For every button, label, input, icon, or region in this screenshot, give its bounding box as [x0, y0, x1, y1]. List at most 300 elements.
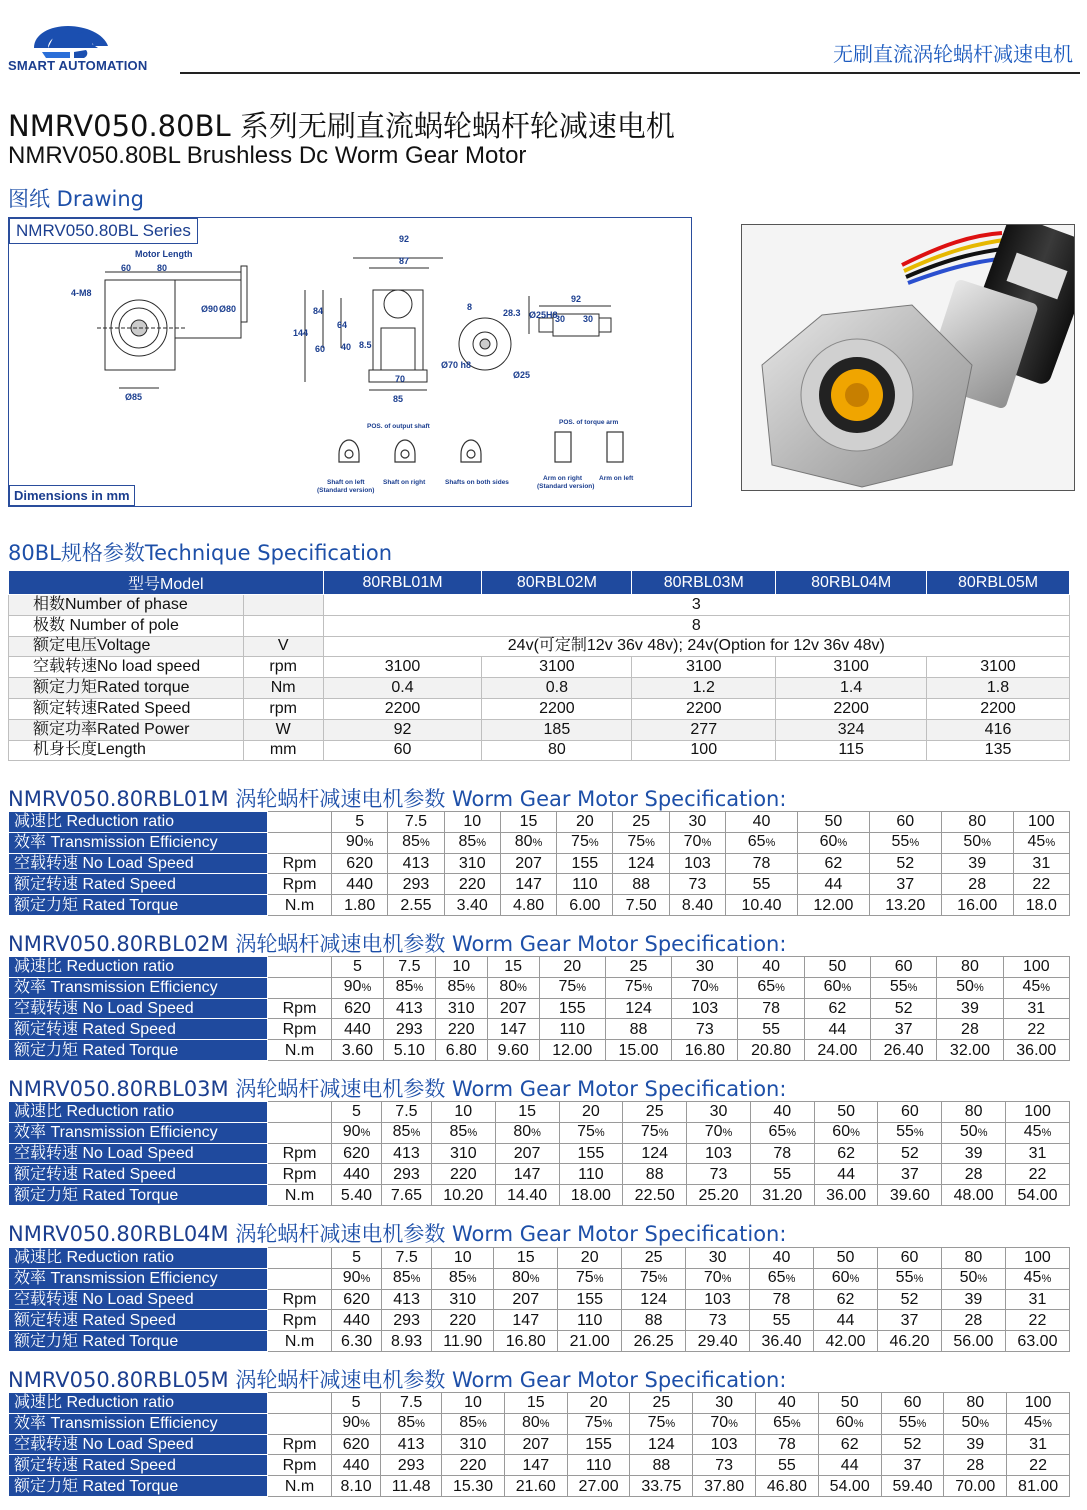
- percent-sign: %: [790, 1418, 801, 1431]
- motor-row-unit: [268, 1413, 332, 1434]
- motor-cell: 8.93: [382, 1331, 432, 1352]
- tech-row-value: 92: [323, 719, 482, 740]
- motor-cell: 413: [381, 1434, 442, 1455]
- motor-spec-row: [9, 977, 1070, 998]
- motor-cell: [1013, 832, 1069, 853]
- motor-row-label: 效率 Transmission Efficiency: [9, 832, 268, 853]
- motor-cell: 18.00: [559, 1185, 623, 1206]
- efficiency-value: 50: [963, 833, 982, 851]
- efficiency-value: 60: [832, 1123, 851, 1141]
- motor-spec-row: [9, 998, 1070, 1019]
- motor-cell: 31: [1007, 1434, 1070, 1455]
- motor-cell: 413: [388, 853, 444, 874]
- efficiency-value: 60: [823, 978, 842, 996]
- percent-sign: %: [849, 1273, 860, 1286]
- motor-cell: 30: [687, 1102, 751, 1123]
- motor-cell: 15: [495, 1102, 559, 1123]
- efficiency-value: 55: [896, 1123, 914, 1141]
- motor-row-unit: Rpm: [268, 874, 332, 895]
- motor-cell: 20: [557, 812, 613, 833]
- tech-row-value: 0.4: [323, 678, 482, 699]
- efficiency-value: 70: [683, 833, 702, 851]
- shaft-left-label: Shaft on left: [327, 479, 365, 486]
- percent-sign: %: [465, 982, 476, 995]
- percent-sign: %: [721, 1273, 732, 1286]
- dim-64: 64: [337, 320, 348, 330]
- motor-cell: 62: [804, 998, 870, 1019]
- efficiency-value: 80: [513, 1123, 532, 1141]
- efficiency-value: 60: [819, 833, 838, 851]
- motor-cell: 2.55: [388, 895, 444, 916]
- motor-cell: 207: [494, 1289, 558, 1310]
- motor-cell: 110: [558, 1310, 622, 1331]
- motor-spec-row: [9, 1393, 1070, 1414]
- efficiency-value: 45: [1022, 978, 1041, 996]
- efficiency-value: 55: [891, 833, 910, 851]
- percent-sign: %: [728, 1418, 738, 1431]
- motor-cell: 22: [1013, 874, 1069, 895]
- motor-cell: [669, 832, 725, 853]
- motor-cell: 110: [539, 1019, 605, 1040]
- efficiency-value: 75: [627, 833, 646, 851]
- efficiency-value: 65: [767, 1269, 786, 1287]
- motor-cell: 10.20: [431, 1185, 495, 1206]
- motor-cell: 22: [1006, 1164, 1070, 1185]
- efficiency-value: 50: [959, 1269, 978, 1287]
- motor-cell: [814, 1122, 878, 1143]
- motor-cell: 50: [818, 1393, 881, 1414]
- motor-cell: [877, 1268, 941, 1289]
- percent-sign: %: [531, 1127, 541, 1140]
- motor-spec-subtitle: 涡轮蜗杆减速电机参数 Worm Gear Motor Specification:: [235, 1368, 787, 1392]
- model-col-2: 80RBL02M: [482, 571, 632, 595]
- motor-cell: [605, 977, 671, 998]
- efficiency-value: 75: [639, 1269, 658, 1287]
- motor-cell: 60: [869, 812, 941, 833]
- motor-cell: 103: [669, 853, 725, 874]
- motor-cell: 10: [444, 812, 500, 833]
- motor-cell: 207: [500, 853, 556, 874]
- motor-cell: 100: [1007, 1393, 1070, 1414]
- percent-sign: %: [701, 837, 712, 850]
- motor-cell: 40: [726, 812, 798, 833]
- motor-cell: 40: [750, 1248, 814, 1269]
- motor-part-number: NMRV050.80RBL04M: [8, 1222, 229, 1246]
- motor-cell: 155: [559, 1143, 623, 1164]
- motor-cell: 55: [756, 1455, 819, 1476]
- percent-sign: %: [837, 837, 848, 850]
- motor-cell: 5.10: [383, 1040, 435, 1061]
- motor-cell: [738, 977, 804, 998]
- motor-cell: 20: [539, 957, 605, 978]
- motor-cell: [442, 1413, 505, 1434]
- percent-sign: %: [1042, 1418, 1052, 1431]
- dim-4m8: 4-M8: [71, 288, 92, 298]
- efficiency-value: 80: [514, 833, 533, 851]
- motor-cell: 28: [941, 874, 1013, 895]
- motor-cell: 62: [814, 1289, 878, 1310]
- dim-phi25: Ø25: [513, 370, 531, 380]
- motor-cell: 100: [1013, 812, 1069, 833]
- motor-cell: [750, 1268, 814, 1289]
- motor-spec-row: [9, 1164, 1070, 1185]
- motor-spec-table: [8, 956, 1070, 1061]
- percent-sign: %: [539, 1418, 550, 1431]
- motor-cell: 7.5: [383, 957, 435, 978]
- motor-cell: 310: [435, 998, 487, 1019]
- motor-cell: 100: [1003, 957, 1069, 978]
- model-col-4: 80RBL04M: [776, 571, 927, 595]
- motor-cell: 7.5: [381, 1102, 431, 1123]
- motor-row-label: 额定力矩 Rated Torque: [9, 895, 268, 916]
- motor-spec-row: [9, 1019, 1070, 1040]
- dim-phi85: Ø85: [125, 392, 143, 402]
- dim-phi90: Ø90: [201, 304, 219, 314]
- motor-spec-row: [9, 1185, 1070, 1206]
- percent-sign: %: [476, 837, 487, 850]
- tech-row-label: 额定电压Voltage: [9, 636, 244, 657]
- percent-sign: %: [593, 1273, 604, 1286]
- motor-row-unit: Rpm: [268, 1434, 332, 1455]
- motor-part-number: NMRV050.80RBL01M: [8, 787, 229, 811]
- motor-spec-title: [8, 783, 786, 813]
- motor-cell: [557, 832, 613, 853]
- percent-sign: %: [642, 982, 653, 995]
- motor-cell: 413: [381, 1143, 431, 1164]
- gear-logo-icon: [34, 26, 108, 58]
- motor-cell: 8.40: [669, 895, 725, 916]
- percent-sign: %: [658, 1127, 669, 1140]
- motor-cell: 110: [557, 874, 613, 895]
- tech-row-value: 135: [927, 740, 1070, 761]
- motor-cell: 25: [605, 957, 671, 978]
- motor-row-unit: Rpm: [268, 1310, 332, 1331]
- efficiency-value: 75: [571, 833, 589, 851]
- motor-cell: 22: [1003, 1019, 1069, 1040]
- efficiency-value: 50: [959, 1123, 978, 1141]
- motor-cell: [1006, 1122, 1070, 1143]
- motor-cell: 62: [797, 853, 869, 874]
- motor-cell: [944, 1413, 1007, 1434]
- motor-row-unit: Rpm: [268, 1164, 332, 1185]
- motor-cell: 310: [431, 1143, 495, 1164]
- dim-87: 87: [399, 256, 410, 266]
- motor-cell: 147: [495, 1164, 559, 1185]
- efficiency-value: 85: [402, 833, 420, 851]
- motor-cell: 44: [814, 1310, 878, 1331]
- arm-left-label: Arm on left: [599, 475, 634, 482]
- motor-cell: [613, 832, 669, 853]
- motor-row-label: 效率 Transmission Efficiency: [9, 1268, 268, 1289]
- motor-cell: [750, 1122, 814, 1143]
- motor-spec-row: [9, 1102, 1070, 1123]
- motor-cell: 15.30: [442, 1476, 505, 1497]
- efficiency-value: 80: [499, 978, 518, 996]
- dim-85: 85: [393, 394, 404, 404]
- motor-spec-table: [8, 1247, 1070, 1352]
- tech-spec-row: [9, 698, 1070, 719]
- motor-cell: 73: [686, 1310, 750, 1331]
- tech-row-value: 0.8: [482, 678, 632, 699]
- motor-cell: [487, 977, 539, 998]
- tech-row-value: 2200: [323, 698, 482, 719]
- percent-sign: %: [765, 837, 776, 850]
- percent-sign: %: [517, 982, 527, 995]
- motor-cell: 220: [431, 1164, 495, 1185]
- motor-cell: 42.00: [814, 1331, 878, 1352]
- efficiency-value: 75: [584, 1414, 603, 1432]
- motor-cell: 15: [504, 1393, 567, 1414]
- motor-cell: 44: [797, 874, 869, 895]
- tech-spec-row: [9, 719, 1070, 740]
- motor-cell: 413: [382, 1289, 432, 1310]
- percent-sign: %: [909, 837, 920, 850]
- percent-sign: %: [529, 1273, 540, 1286]
- percent-sign: %: [907, 982, 918, 995]
- motor-cell: 207: [495, 1143, 559, 1164]
- motor-spec-title: [8, 1073, 786, 1103]
- tech-row-value: 24v(可定制12v 36v 48v); 24v(Option for 12v 36v 48v): [323, 636, 1069, 657]
- tech-row-value: 3100: [632, 657, 776, 678]
- drawing-section-title: 图纸 Drawing: [8, 187, 144, 211]
- dimensions-note: Dimensions in mm: [9, 485, 135, 506]
- dim-motor-length: Motor Length: [135, 249, 193, 259]
- dim-phi80: Ø80: [219, 304, 237, 314]
- percent-sign: %: [775, 982, 785, 995]
- tech-row-value: 1.2: [632, 678, 776, 699]
- motor-cell: [435, 977, 487, 998]
- motor-spec-table: [8, 1101, 1070, 1206]
- motor-cell: [937, 977, 1003, 998]
- motor-row-unit: N.m: [268, 1185, 332, 1206]
- motor-cell: 7.50: [613, 895, 669, 916]
- efficiency-value: 45: [1024, 1414, 1043, 1432]
- efficiency-value: 85: [392, 1123, 411, 1141]
- motor-cell: 25: [613, 812, 669, 833]
- percent-sign: %: [588, 837, 599, 850]
- motor-cell: 48.00: [942, 1185, 1006, 1206]
- motor-cell: 39: [937, 998, 1003, 1019]
- efficiency-value: 60: [835, 1414, 854, 1432]
- motor-spec-subtitle: 涡轮蜗杆减速电机参数 Worm Gear Motor Specification:: [235, 787, 787, 811]
- tech-spec-row: [9, 657, 1070, 678]
- tech-row-value: 185: [482, 719, 632, 740]
- efficiency-value: 80: [511, 1269, 530, 1287]
- percent-sign: %: [979, 1418, 990, 1431]
- motor-cell: 12.00: [539, 1040, 605, 1061]
- motor-cell: 54.00: [1006, 1185, 1070, 1206]
- motor-spec-row: [9, 874, 1070, 895]
- motor-cell: 103: [687, 1143, 751, 1164]
- page-title-cn: NMRV050.80BL 系列无刷直流蜗轮蜗杆轮减速电机: [8, 109, 675, 143]
- dim-phi70h8: Ø70 h8: [441, 360, 472, 370]
- motor-row-label: 额定转速 Rated Speed: [9, 1310, 268, 1331]
- tech-row-value: 2200: [927, 698, 1070, 719]
- efficiency-value: 75: [575, 1269, 594, 1287]
- tech-row-value: 1.4: [776, 678, 927, 699]
- tech-spec-table: [8, 570, 1070, 761]
- percent-sign: %: [360, 1418, 370, 1431]
- motor-cell: 25.20: [687, 1185, 751, 1206]
- efficiency-value: 65: [747, 833, 766, 851]
- motor-cell: 147: [504, 1455, 567, 1476]
- motor-cell: 88: [613, 874, 669, 895]
- efficiency-value: 90: [345, 833, 364, 851]
- motor-cell: [383, 977, 435, 998]
- tech-row-value: 60: [323, 740, 482, 761]
- motor-cell: 80: [942, 1102, 1006, 1123]
- motor-spec-table: [8, 811, 1070, 916]
- efficiency-value: 60: [831, 1269, 850, 1287]
- dim-phi25h8: Ø25H8: [529, 310, 558, 320]
- motor-cell: 440: [332, 1019, 384, 1040]
- motor-cell: 46.80: [756, 1476, 819, 1497]
- percent-sign: %: [973, 982, 984, 995]
- motor-cell: [381, 1413, 442, 1434]
- motor-cell: 110: [559, 1164, 623, 1185]
- motor-cell: 20: [558, 1248, 622, 1269]
- motor-cell: 620: [332, 1289, 382, 1310]
- model-col-1: 80RBL01M: [323, 571, 482, 595]
- dim-80: 80: [157, 263, 168, 273]
- motor-cell: [1007, 1413, 1070, 1434]
- motor-cell: 7.65: [381, 1185, 431, 1206]
- motor-row-label: 效率 Transmission Efficiency: [9, 1122, 268, 1143]
- motor-cell: 88: [605, 1019, 671, 1040]
- arm-right-label: Arm on right: [543, 475, 582, 482]
- motor-cell: 7.5: [388, 812, 444, 833]
- motor-cell: 60: [878, 1102, 942, 1123]
- tech-spec-title: 80BL规格参数Technique Specification: [8, 541, 393, 565]
- motor-cell: 39: [941, 853, 1013, 874]
- motor-cell: 54.00: [818, 1476, 881, 1497]
- efficiency-value: 75: [558, 978, 577, 996]
- motor-spec-row: [9, 1289, 1070, 1310]
- percent-sign: %: [1045, 837, 1056, 850]
- motor-spec-title: [8, 1218, 786, 1248]
- tech-row-unit: V: [243, 636, 323, 657]
- motor-cell: 32.00: [937, 1040, 1003, 1061]
- motor-cell: 28: [937, 1019, 1003, 1040]
- percent-sign: %: [913, 1273, 924, 1286]
- motor-spec-row: [9, 1268, 1070, 1289]
- percent-sign: %: [722, 1127, 733, 1140]
- arm-right-std-label: (Standard version): [537, 483, 595, 490]
- motor-cell: 24.00: [804, 1040, 870, 1061]
- tech-row-unit: W: [243, 719, 323, 740]
- tech-row-value: 3100: [776, 657, 927, 678]
- motor-part-number: NMRV050.80RBL05M: [8, 1368, 229, 1392]
- motor-cell: [623, 1122, 687, 1143]
- motor-cell: 293: [381, 1455, 442, 1476]
- dim-30b: 30: [583, 314, 594, 324]
- tech-row-value: 3100: [323, 657, 482, 678]
- motor-cell: 39: [941, 1289, 1005, 1310]
- motor-cell: 620: [332, 1143, 382, 1164]
- percent-sign: %: [977, 1273, 988, 1286]
- efficiency-value: 65: [773, 1414, 791, 1432]
- percent-sign: %: [363, 837, 374, 850]
- tech-row-value: 80: [482, 740, 632, 761]
- motor-cell: 73: [687, 1164, 751, 1185]
- motor-spec-subtitle: 涡轮蜗杆减速电机参数 Worm Gear Motor Specification:: [235, 1222, 787, 1246]
- percent-sign: %: [576, 982, 587, 995]
- motor-cell: 5: [332, 1393, 381, 1414]
- motor-cell: [388, 832, 444, 853]
- motor-cell: 220: [444, 874, 500, 895]
- motor-row-label: 减速比 Reduction ratio: [9, 812, 268, 833]
- dim-70: 70: [395, 374, 406, 384]
- motor-cell: 36.00: [1003, 1040, 1069, 1061]
- motor-cell: 15.00: [605, 1040, 671, 1061]
- motor-row-unit: Rpm: [268, 1289, 332, 1310]
- motor-cell: 6.30: [332, 1331, 382, 1352]
- series-label: NMRV050.80BL Series: [9, 218, 198, 244]
- motor-row-label: 额定转速 Rated Speed: [9, 1455, 268, 1476]
- tech-spec-header-row: [9, 571, 1070, 595]
- motor-cell: 310: [432, 1289, 494, 1310]
- tech-spec-row: [9, 595, 1070, 616]
- motor-cell: 15: [494, 1248, 558, 1269]
- motor-cell: [332, 977, 384, 998]
- motor-cell: 62: [814, 1143, 878, 1164]
- motor-cell: 293: [383, 1019, 435, 1040]
- motor-row-unit: N.m: [268, 1476, 332, 1497]
- dim-8-5: 8.5: [359, 340, 372, 350]
- motor-cell: 78: [738, 998, 804, 1019]
- efficiency-value: 55: [889, 978, 908, 996]
- motor-cell: [797, 832, 869, 853]
- dim-92: 92: [399, 234, 410, 244]
- motor-row-label: 额定力矩 Rated Torque: [9, 1040, 268, 1061]
- motor-cell: 10: [432, 1248, 494, 1269]
- efficiency-value: 70: [703, 1269, 722, 1287]
- motor-cell: [559, 1122, 623, 1143]
- efficiency-value: 50: [956, 978, 974, 996]
- motor-cell: 37: [869, 874, 941, 895]
- efficiency-value: 80: [522, 1414, 540, 1432]
- motor-cell: 56.00: [941, 1331, 1005, 1352]
- motor-cell: 147: [494, 1310, 558, 1331]
- percent-sign: %: [360, 1127, 371, 1140]
- percent-sign: %: [850, 1127, 860, 1140]
- motor-cell: [693, 1413, 756, 1434]
- percent-sign: %: [841, 982, 852, 995]
- motor-cell: 6.00: [557, 895, 613, 916]
- motor-cell: [672, 977, 738, 998]
- motor-cell: 28: [944, 1455, 1007, 1476]
- tech-row-value: 416: [927, 719, 1070, 740]
- motor-cell: 220: [432, 1310, 494, 1331]
- efficiency-value: 90: [342, 1414, 361, 1432]
- tech-row-value: 1.8: [927, 678, 1070, 699]
- motor-cell: 30: [693, 1393, 756, 1414]
- motor-row-unit: [268, 977, 332, 998]
- motor-cell: 5: [332, 1102, 382, 1123]
- motor-cell: [444, 832, 500, 853]
- motor-cell: 155: [567, 1434, 630, 1455]
- motor-cell: 26.40: [871, 1040, 937, 1061]
- percent-sign: %: [1040, 982, 1051, 995]
- motor-cell: 78: [750, 1143, 814, 1164]
- percent-sign: %: [1041, 1127, 1052, 1140]
- motor-cell: 80: [941, 812, 1013, 833]
- motor-cell: [504, 1413, 567, 1434]
- motor-cell: 81.00: [1007, 1476, 1070, 1497]
- motor-row-label: 额定力矩 Rated Torque: [9, 1185, 268, 1206]
- motor-row-unit: Rpm: [268, 1455, 332, 1476]
- motor-row-unit: Rpm: [268, 853, 332, 874]
